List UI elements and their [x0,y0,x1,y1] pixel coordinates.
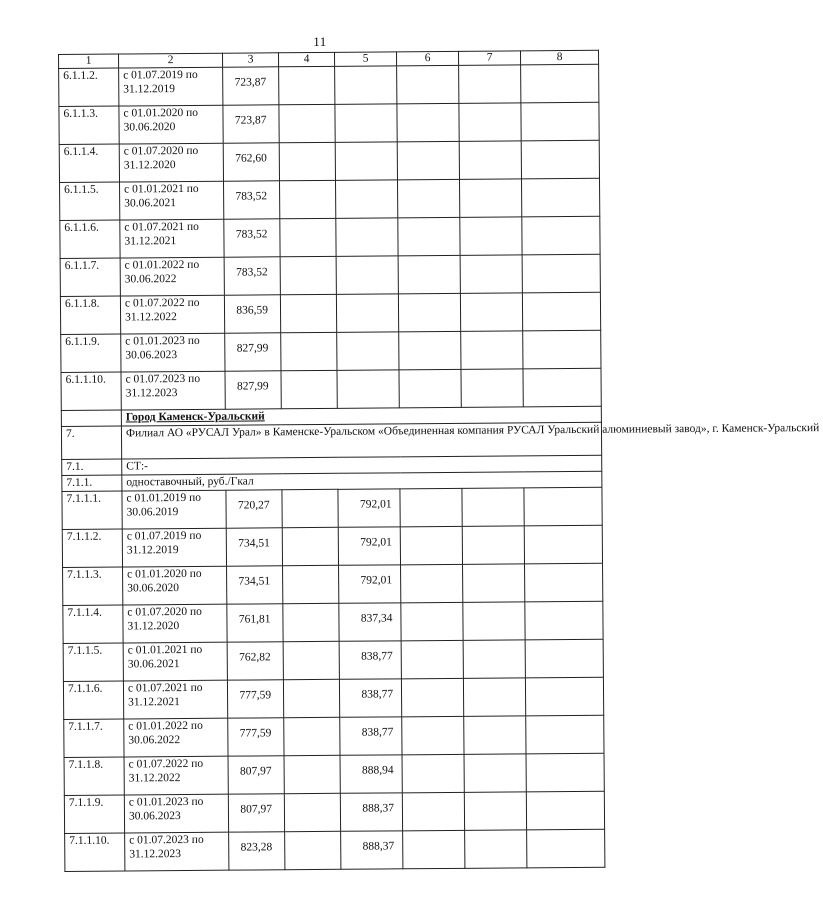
value-col-3: 761,81 [227,604,283,642]
empty-cell [284,793,340,831]
table-row [64,791,604,833]
empty-cell [526,715,604,754]
empty-cell [282,527,338,565]
table-row [62,487,602,529]
table-row [63,677,603,719]
empty-cell [464,754,526,792]
empty-cell [461,369,523,407]
page-number: 11 [313,34,327,49]
row-id: 7.1.1.6. [63,681,123,719]
empty-cell [280,180,336,218]
empty-cell [524,487,602,526]
empty-cell [282,489,338,527]
row-id: 6.1.1.10. [61,372,121,410]
empty-cell [283,679,339,717]
empty-cell [464,716,526,754]
empty-cell [335,104,397,142]
value-col-3: 783,52 [224,181,280,219]
value-col-5: 888,37 [340,793,402,831]
empty-cell [281,332,337,370]
period-cell [120,219,224,258]
value-col-3: 762,82 [227,642,283,680]
empty-cell [336,256,398,294]
table-row [59,140,599,182]
value-col-3: 783,52 [224,257,280,295]
value-col-3: 827,99 [225,333,281,371]
period-cell [120,181,224,220]
empty-cell [459,103,521,141]
st-label: СТ:- [122,455,602,475]
empty-cell [397,103,459,141]
empty-cell [280,294,336,332]
period-from: с 01.07.2023 по [129,833,204,847]
value-col-3: 807,97 [228,756,284,794]
empty-cell [283,641,339,679]
empty-cell [523,330,601,369]
empty-cell [337,370,399,408]
table-row [60,292,600,334]
period-to: 31.12.2023 [129,848,182,861]
empty-cell [279,66,335,104]
period-to: 31.12.2022 [128,772,181,785]
row-id: 6.1.1.5. [60,182,120,220]
column-header: 8 [520,50,598,65]
period-cell [121,333,225,372]
empty-cell [281,370,337,408]
period-cell [123,566,227,605]
tariff-table-sheet [58,50,820,872]
row-id: 7.1.1. [62,475,122,491]
empty-cell [279,142,335,180]
period-to: 30.06.2021 [127,658,180,671]
empty-cell [283,603,339,641]
period-cell [123,604,227,643]
period-cell [122,528,226,567]
row-id: 7.1.1.1. [62,491,122,529]
table-row [59,64,599,106]
table-row [64,715,604,757]
period-cell [122,490,226,529]
column-header: 6 [396,51,458,65]
period-to: 30.06.2023 [128,810,181,823]
value-col-3: 720,27 [226,490,282,528]
period-to: 30.06.2023 [125,349,178,362]
period-cell [120,257,224,296]
period-from: с 01.01.2023 по [128,795,204,809]
row-id: 7.1.1.8. [64,757,124,795]
empty-cell [398,255,460,293]
empty-cell [521,178,599,217]
empty-cell [397,141,459,179]
table-row [61,368,601,410]
empty-cell [464,792,526,830]
value-col-5: 837,34 [339,603,401,641]
empty-cell [401,640,463,678]
table-row [63,639,603,681]
empty-cell [284,755,340,793]
value-col-3: 783,52 [224,219,280,257]
empty-cell [526,791,604,830]
column-header: 2 [119,53,223,68]
tariff-table [58,50,820,872]
empty-cell [400,488,462,526]
empty-cell [280,256,336,294]
empty-cell [336,218,398,256]
empty-cell [525,677,603,716]
period-from: с 01.01.2023 по [125,334,200,348]
empty-cell [284,717,340,755]
table-row [64,753,604,795]
period-cell [119,143,223,182]
column-header: 7 [458,51,520,65]
empty-cell [61,410,121,426]
empty-cell [524,525,602,564]
period-cell [125,832,229,871]
empty-cell [525,563,603,602]
empty-cell [522,216,600,255]
period-from: с 01.01.2022 по [124,258,200,272]
period-cell [124,718,228,757]
value-col-5: 838,77 [340,717,402,755]
row-id: 7.1. [62,459,122,475]
empty-cell [525,601,603,640]
table-row [62,525,602,567]
row-id: 7.1.1.3. [63,567,123,605]
value-col-3: 827,99 [225,371,281,409]
period-to: 31.12.2020 [123,159,176,172]
period-from: с 01.01.2019 по [126,491,202,505]
row-id: 6.1.1.4. [59,144,119,182]
value-col-3: 723,87 [223,67,279,105]
empty-cell [401,602,463,640]
period-to: 31.12.2021 [124,235,177,248]
empty-cell [465,830,527,868]
empty-cell [397,179,459,217]
period-from: с 01.07.2019 по [123,68,198,82]
value-col-3: 777,59 [228,718,284,756]
row-id: 7.1.1.7. [64,719,124,757]
value-col-3: 836,59 [224,295,280,333]
empty-cell [399,331,461,369]
column-header: 1 [59,54,119,68]
empty-cell [527,829,605,868]
period-to: 30.06.2020 [123,121,176,134]
period-to: 30.06.2022 [128,734,181,747]
empty-cell [521,102,599,141]
organization-name: Филиал АО «РУСАЛ Урал» в Каменске-Уральском «Объединенная компания РУСАЛ Уральский алюминиевый завод», г. Каменск-Уральский [121,422,601,459]
empty-cell [398,293,460,331]
value-col-5: 792,01 [339,565,401,603]
empty-cell [462,526,524,564]
period-cell [123,642,227,681]
empty-cell [401,564,463,602]
period-to: 30.06.2019 [126,506,179,519]
period-cell [120,295,224,334]
row-id: 7.1.1.10. [65,833,125,871]
empty-cell [460,217,522,255]
table-row [63,601,603,643]
table-row [60,216,600,258]
period-from: с 01.07.2019 по [126,529,202,543]
period-cell [124,794,228,833]
rate-type-label: одноставочный, руб./Гкал [122,471,602,491]
row-id: 6.1.1.2. [59,68,119,106]
empty-cell [459,141,521,179]
empty-cell [523,368,601,407]
empty-cell [398,217,460,255]
period-from: с 01.01.2020 по [123,106,199,120]
empty-cell [526,753,604,792]
period-from: с 01.07.2023 по [125,372,201,386]
empty-cell [522,292,600,331]
table-row [60,254,600,296]
row-id: 7. [61,426,121,459]
period-cell [121,371,225,410]
empty-cell [280,218,336,256]
period-from: с 01.01.2022 по [128,719,203,733]
empty-cell [463,678,525,716]
table-row [60,178,600,220]
row-id: 7.1.1.2. [62,529,122,567]
city-title: Город Каменск-Уральский [121,406,601,426]
empty-cell [460,255,522,293]
period-from: с 01.07.2021 по [124,220,199,234]
empty-cell [459,179,521,217]
empty-cell [337,332,399,370]
row-id: 6.1.1.9. [61,334,121,372]
empty-cell [463,602,525,640]
value-col-3: 807,97 [228,794,284,832]
period-to: 30.06.2021 [124,197,176,210]
column-header: 5 [334,52,396,66]
column-header: 4 [278,52,334,66]
period-to: 31.12.2023 [125,387,178,400]
value-col-3: 762,60 [223,143,279,181]
empty-cell [460,293,522,331]
empty-cell [525,639,603,678]
empty-cell [522,254,600,293]
period-cell [123,680,227,719]
empty-cell [402,716,464,754]
empty-cell [335,142,397,180]
table-row [61,330,601,372]
period-cell [119,105,223,144]
period-cell [124,756,228,795]
value-col-3: 734,51 [226,528,282,566]
period-cell [119,67,223,106]
empty-cell [462,488,524,526]
period-from: с 01.07.2022 по [124,296,200,310]
value-col-3: 823,28 [229,832,285,870]
period-from: с 01.07.2021 по [127,681,203,695]
value-col-5: 888,37 [341,831,403,869]
row-id: 7.1.1.4. [63,605,123,643]
empty-cell [399,369,461,407]
value-col-5: 838,77 [339,679,401,717]
empty-cell [521,140,599,179]
period-to: 31.12.2019 [126,544,179,557]
table-row [59,102,599,144]
value-col-3: 723,87 [223,105,279,143]
period-from: с 01.07.2020 по [123,144,199,158]
period-from: с 01.01.2020 по [127,567,202,581]
empty-cell [459,65,521,103]
empty-cell [335,66,397,104]
empty-cell [403,830,465,868]
period-from: с 01.07.2022 по [128,757,204,771]
empty-cell [285,831,341,869]
table-row [63,563,603,605]
period-to: 30.06.2020 [127,582,179,595]
value-col-5: 792,01 [338,489,400,527]
value-col-3: 734,51 [227,566,283,604]
row-id: 6.1.1.7. [60,258,120,296]
empty-cell [401,678,463,716]
period-to: 31.12.2021 [128,696,180,709]
empty-cell [402,792,464,830]
empty-cell [336,180,398,218]
empty-cell [461,331,523,369]
empty-cell [521,64,599,103]
period-to: 31.12.2022 [125,311,177,324]
empty-cell [402,754,464,792]
row-id: 7.1.1.9. [64,795,124,833]
empty-cell [283,565,339,603]
empty-cell [336,294,398,332]
empty-cell [397,65,459,103]
empty-cell [463,640,525,678]
period-to: 31.12.2019 [123,83,176,96]
period-to: 30.06.2022 [124,273,177,286]
period-from: с 01.01.2021 по [127,643,203,657]
row-id: 7.1.1.5. [63,643,123,681]
row-id: 6.1.1.6. [60,220,120,258]
empty-cell [463,564,525,602]
value-col-5: 792,01 [338,527,400,565]
value-col-3: 777,59 [227,680,283,718]
organization-row [61,422,601,459]
period-from: с 01.01.2021 по [124,182,199,196]
empty-cell [400,526,462,564]
table-row [65,829,605,871]
row-id: 6.1.1.8. [60,296,120,334]
row-id: 6.1.1.3. [59,106,119,144]
period-to: 31.12.2020 [127,620,180,633]
value-col-5: 888,94 [340,755,402,793]
column-header: 3 [222,53,278,67]
period-from: с 01.07.2020 по [127,605,202,619]
value-col-5: 838,77 [339,641,401,679]
empty-cell [279,104,335,142]
